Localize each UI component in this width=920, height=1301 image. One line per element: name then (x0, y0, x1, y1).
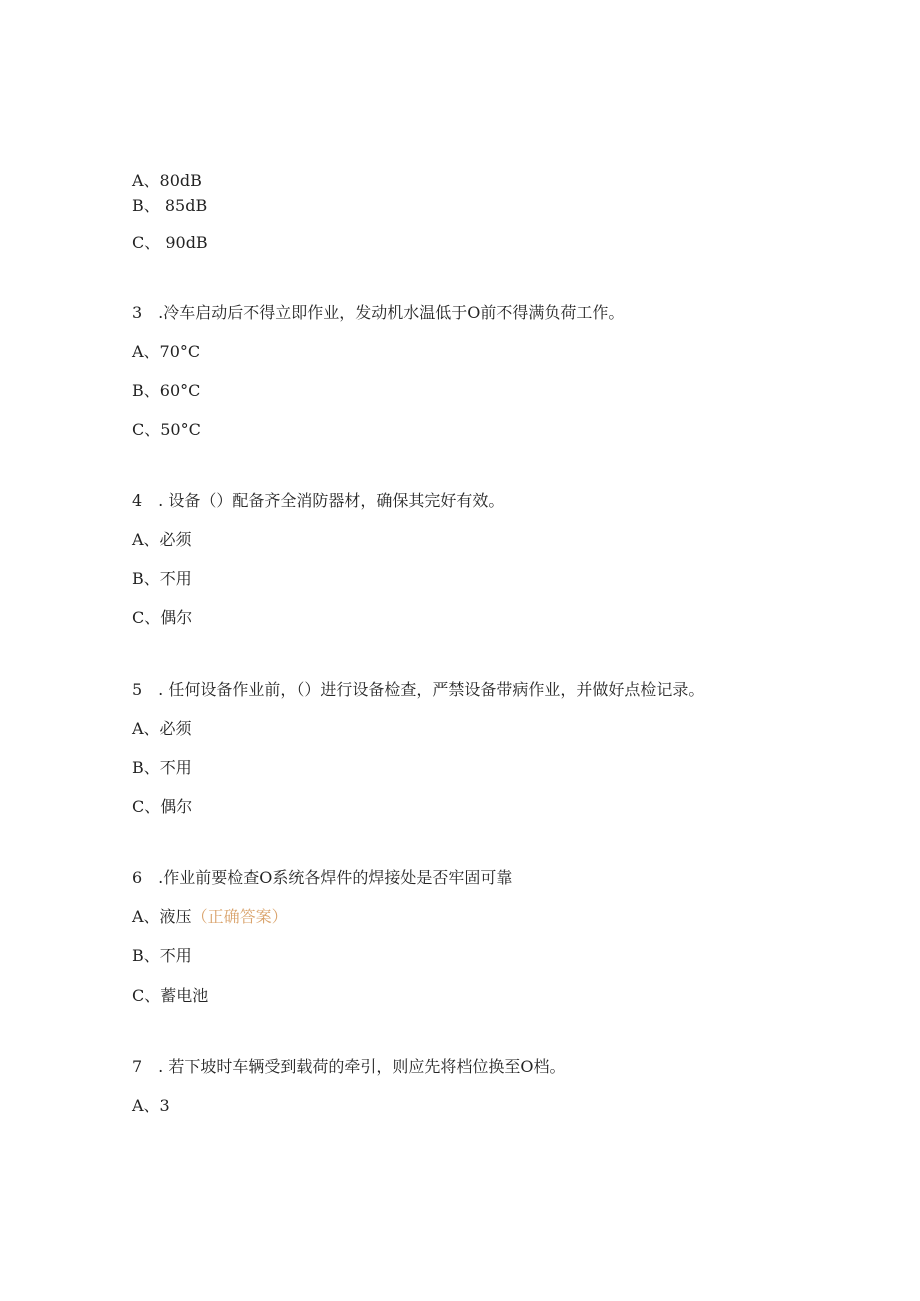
q4-option-a: A、必须 (132, 530, 192, 549)
q4-stem: 4 . 设备（）配备齐全消防器材，确保其完好有效。 (132, 491, 505, 510)
q2-option-c: C、 90dB (132, 233, 208, 252)
q4-option-b: B、不用 (132, 569, 192, 588)
correct-answer-note: （正确答案） (191, 907, 288, 926)
q2-option-a: A、80dB (132, 171, 202, 190)
q5-option-b: B、不用 (132, 758, 192, 777)
q3-option-c: C、50°C (132, 420, 201, 439)
q5-stem: 5 . 任何设备作业前，（）进行设备检查，严禁设备带病作业，并做好点检记录。 (132, 680, 705, 699)
q6-option-a-text: A、液压 (132, 907, 192, 926)
q7-option-a: A、3 (132, 1096, 170, 1115)
q5-option-a: A、必须 (132, 719, 192, 738)
q6-option-a (132, 907, 288, 927)
q6-option-b: B、不用 (132, 946, 192, 965)
q6-stem: 6 .作业前要检查O系统各焊件的焊接处是否牢固可靠 (132, 868, 513, 887)
q3-option-a: A、70°C (132, 342, 201, 361)
q5-option-c: C、偶尔 (132, 797, 193, 816)
q2-option-b: B、 85dB (132, 196, 208, 215)
q7-stem: 7 . 若下坡时车辆受到载荷的牵引，则应先将档位换至O档。 (132, 1057, 566, 1076)
q4-option-c: C、偶尔 (132, 608, 193, 627)
q6-option-c: C、蓄电池 (132, 986, 209, 1005)
q3-stem: 3 .冷车启动后不得立即作业，发动机水温低于O前不得满负荷工作。 (132, 303, 625, 322)
q3-option-b: B、60°C (132, 381, 201, 400)
